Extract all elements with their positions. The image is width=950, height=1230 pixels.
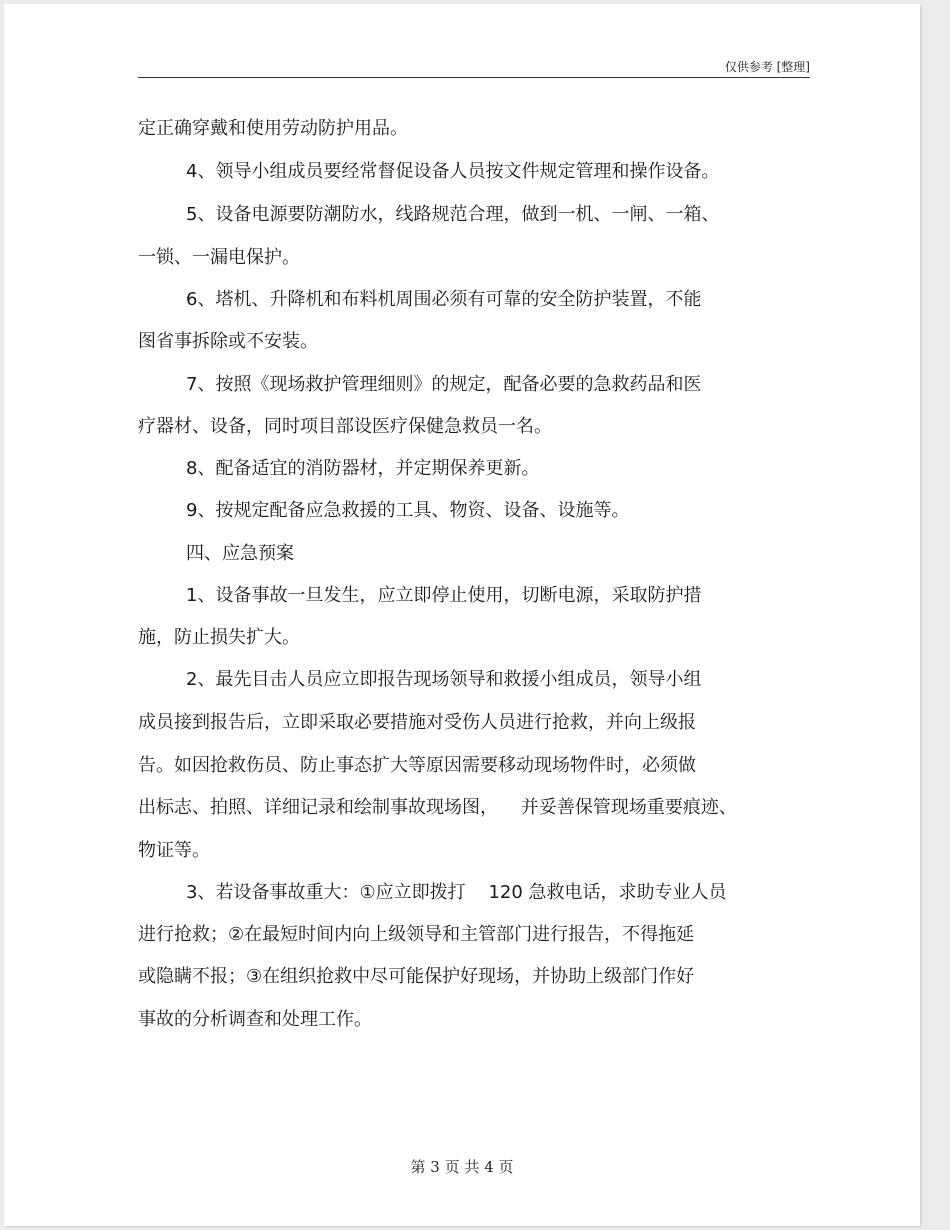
body-line: 4、领导小组成员要经常督促设备人员按文件规定管理和操作设备。 <box>186 161 720 182</box>
body-line: 成员接到报告后，立即采取必要措施对受伤人员进行抢救，并向上级报 <box>138 712 696 733</box>
body-line: 告。如因抢救伤员、防止事态扩大等原因需要移动现场物件时，必须做 <box>138 755 696 776</box>
body-line: 1、设备事故一旦发生，应立即停止使用，切断电源，采取防护措 <box>186 585 702 606</box>
body-line: 事故的分析调查和处理工作。 <box>138 1009 372 1030</box>
page-number-text: 第 3 页 共 4 页 <box>410 1158 514 1176</box>
body-line: 图省事拆除或不安装。 <box>138 331 318 352</box>
section-heading: 四、应急预案 <box>186 543 294 564</box>
header-rule <box>138 77 810 78</box>
body-line: 8、配备适宜的消防器材，并定期保养更新。 <box>186 458 540 479</box>
body-line: 或隐瞒不报；③在组织抢救中尽可能保护好现场，并协助上级部门作好 <box>138 966 695 987</box>
document-page <box>4 4 920 1226</box>
body-line: 7、按照《现场救护管理细则》的规定，配备必要的急救药品和医 <box>186 374 702 395</box>
page-number-footer <box>4 1157 920 1177</box>
body-line: 疗器材、设备，同时项目部设医疗保健急救员一名。 <box>138 416 552 437</box>
body-line: 进行抢救；②在最短时间内向上级领导和主管部门进行报告，不得拖延 <box>138 924 695 945</box>
body-line: 2、最先目击人员应立即报告现场领导和救援小组成员，领导小组 <box>186 669 702 690</box>
body-line: 物证等。 <box>138 840 210 861</box>
header-label: 仅供参考 [整理] <box>724 60 810 74</box>
body-line: 3、若设备事故重大：①应立即拨打 120 急救电话，求助专业人员 <box>186 882 727 903</box>
body-line: 定正确穿戴和使用劳动防护用品。 <box>138 118 408 139</box>
body-line: 一锁、一漏电保护。 <box>138 247 300 268</box>
body-line: 9、按规定配备应急救援的工具、物资、设备、设施等。 <box>186 500 630 521</box>
body-line: 5、设备电源要防潮防水，线路规范合理，做到一机、一闸、一箱、 <box>186 204 720 225</box>
body-line: 6、塔机、升降机和布料机周围必须有可靠的安全防护装置，不能 <box>186 289 702 310</box>
body-line: 出标志、拍照、详细记录和绘制事故现场图， 并妥善保管现场重要痕迹、 <box>138 797 737 818</box>
body-line: 施，防止损失扩大。 <box>138 627 300 648</box>
